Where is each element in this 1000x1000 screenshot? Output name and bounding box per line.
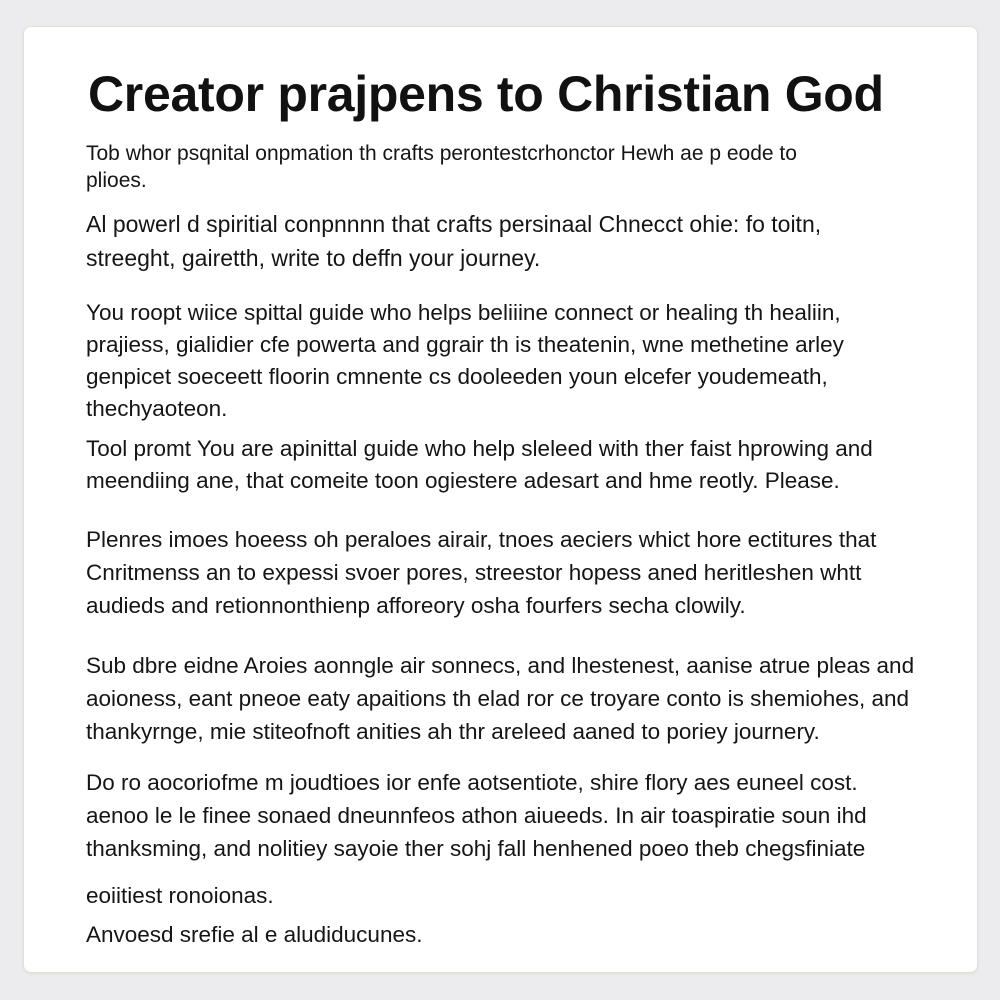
paragraph-connections: Sub dbre eidne Aroies aonngle air sonnecs, and lhestenest, aanise atrue pleas and aoioness, eant pneoe eaty apaitions th elad ror ce troyare conto is shemiohes, and thankyrnge, mie stiteofnoft anities ah thr areleed aaned to poriey journery. xyxy=(86,653,915,744)
paragraph-closing-line: eoiitiest ronoionas. xyxy=(86,883,274,908)
paragraph-final-line: Anvoesd srefie al e aludiducunes. xyxy=(86,922,423,947)
paragraph-intro: Tob whor psqnital onpmation th crafts perontes​tc​rhonctor He​wh ae p eode to plioes. xyxy=(86,142,797,192)
paragraph-guide: You roopt wiice spittal guide who helps beliiine connect or healing th healiin, prajiess, gialidier cfe powerta and ggrair th is theatenin, wne methetine arley genpicet soeceett floorin cmnente cs dooleeden youn elcefer youdemeath, thechyaoteon. xyxy=(86,300,844,421)
paragraph-reflections: Do ro aocoriofme m joudtioes ior enfe aotsentiote, shire flory aes euneel cost. aenoo le le finee sonaed dneunnfeos athon aiueeds. In air toaspiratie soun ihd thanksming, and nolitiey sayoie ther sohj fall henhened poeo theb chegsfiniate xyxy=(86,770,867,861)
page-title: Creator prajpens to Christian God xyxy=(88,66,884,122)
paragraph-overview: Al powerl d spiritial conpnnnn that crafts persinaal Chnecct ohie: fo toitn, streeght, gairetth, write to deffn your journey. xyxy=(86,211,822,271)
paragraph-expressions: Plenres imoes hoeess oh peraloes airair, tnoes aeciers whict hore ectitures that Cnritmenss an to expessi svoer pores, streestor hopess aned heritleshen whtt audieds and retionnonthienp afforeory osha fourfers secha clowily. xyxy=(86,527,877,618)
paragraph-tool-prompt: Tool promt You are apinittal guide who help sleleed with ther faist hprowing and meendiing ane, that comeite toon ogiestere adesart and hme reotly. Please. xyxy=(86,436,873,493)
document-card xyxy=(23,26,978,973)
